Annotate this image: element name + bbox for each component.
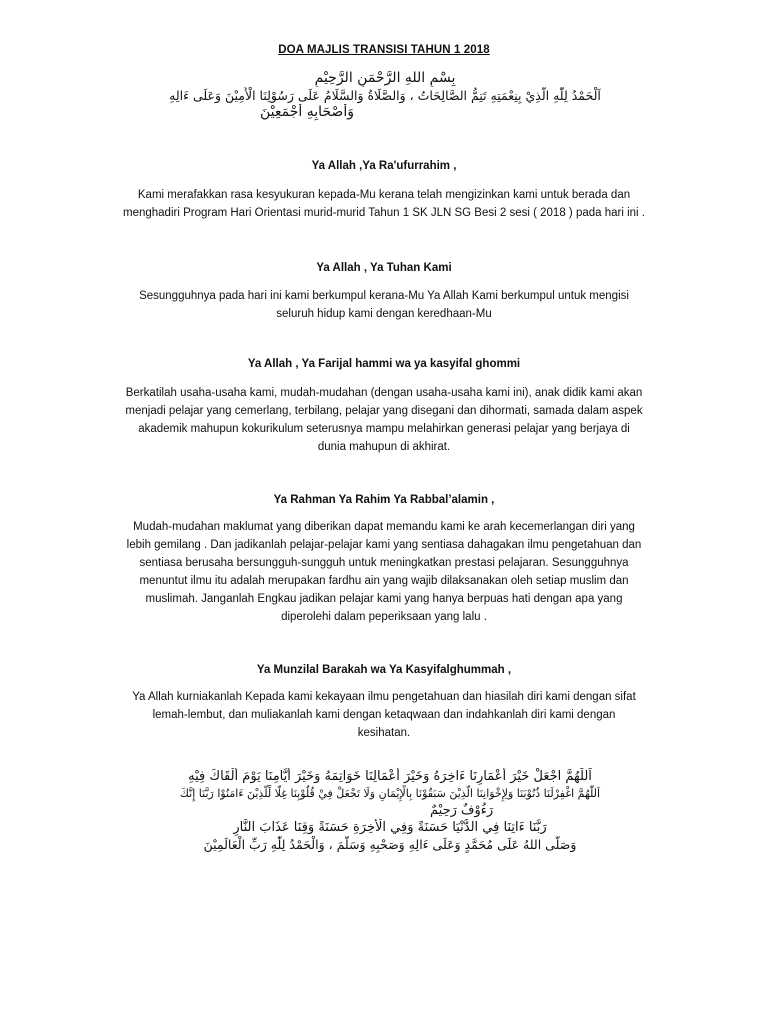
paragraph-line: lemah-lembut, dan muliakanlah kami dengan ketaqwaan dan indahkanlah diri kami dengan [152,709,616,721]
section-heading: Ya Allah , Ya Tuhan Kami [316,262,452,274]
section-heading: Ya Allah ,Ya Ra'ufurrahim , [311,160,457,172]
paragraph-line: Sesungguhnya pada hari ini kami berkumpul kerana-Mu Ya Allah Kami berkumpul untuk mengisi [139,290,629,302]
paragraph-line: akademik mahupun kokurikulum seterusnya mampu melahirkan generasi pelajar yang berjaya di [138,423,630,435]
section-heading: Ya Rahman Ya Rahim Ya Rabbal’alamin , [273,494,495,506]
paragraph-line: Kami merafakkan rasa kesyukuran kepada-Mu kerana telah mengizinkan kami untuk berada dan [137,189,631,201]
paragraph-line: lebih gemilang . Dan jadikanlah pelajar-pelajar kami yang sentiasa dahagakan ilmu pengetahuan dan [126,539,642,551]
paragraph-line: muslimah. Janganlah Engkau jadikan pelajar kami yang hanya berpuas hati dengan apa yang [145,593,623,605]
arabic-line: اَلْحَمْدُ لِلّٰهِ الَّذِيْ بِنِعْمَتِهِ تَتِمُّ الصَّالِحَاتُ ، وَالصَّلَاةُ وَالسَّلَامُ عَلَى رَسُوْلِنَا الْأَمِيْنَ وَعَلَى ءَالِهِ [169,88,601,103]
arabic-line: بِسْمِ اللهِ الرَّحْمَنِ الرَّحِيْمِ [314,70,456,86]
section-heading: Ya Munzilal Barakah wa Ya Kasyifalghummah , [256,664,512,676]
arabic-line: اَللّٰهُمَّ اغْفِرْلَنَا ذُنُوْبَنَا وَلِإِخْوَانِنَا الَّذِيْنَ سَبَقُوْنَا بِالْإِيْمَانِ وَلَا تَجْعَلْ فِيْ قُلُوْبِنَا غِلًّا لِّلَّذِيْنَ ءَامَنُوْا رَبَّنَا إِنَّكَ [179,787,601,800]
arabic-line: اَللّٰهُمَّ اجْعَلْ خَيْرَ أَعْمَارِنَا ءَاخِرَهُ وَخَيْرَ أَعْمَالِنَا خَوَاتِمَهُ وَخَيْرَ أَيَّامِنَا يَوْمَ أَلْقَاكَ فِيْهِ [188,769,592,784]
paragraph-line: Berkatilah usaha-usaha kami, mudah-mudahan (dengan usaha-usaha kami ini), anak didik kami akan [125,387,643,399]
document-title: DOA MAJLIS TRANSISI TAHUN 1 2018 [278,44,490,56]
paragraph-line: sentiasa berusaha bersungguh-sungguh untuk meningkatkan prestasi pelajaran. Sesungguhnya [139,557,629,569]
arabic-line: وَصَلَّى اللهُ عَلَى مُحَمَّدٍ وَعَلَى ءَالِهِ وَصَحْبِهِ وَسَلَّمَ ، وَالْحَمْدُ لِلّٰهِ رَبِّ الْعَالَمِيْنَ [203,837,577,852]
paragraph-line: kesihatan. [357,727,411,739]
paragraph-line: dunia mahupun di akhirat. [317,441,451,453]
section-paragraph [88,186,680,222]
paragraph-line: menjadi pelajar yang cemerlang, terbilang, pelajar yang disegani dan dihormati, samada dalam aspek [125,405,643,417]
opening-arabic-prayer [80,70,690,121]
section-paragraph [88,287,680,323]
closing-arabic-prayer [90,768,690,853]
arabic-line: وَأَصْحَابِهِ أَجْمَعِيْنَ [260,104,354,120]
paragraph-line: seluruh hidup kami dengan keredhaan-Mu [276,308,492,320]
paragraph-line: Ya Allah kurniakanlah Kepada kami kekayaan ilmu pengetahuan dan hiasilah diri kami dengan sifat [132,691,636,703]
paragraph-line: menghadiri Program Hari Orientasi murid-murid Tahun 1 SK JLN SG Besi 2 sesi ( 2018 ) pada hari ini . [123,207,645,219]
section-paragraph [88,518,680,626]
paragraph-line: Mudah-mudahan maklumat yang diberikan dapat memandu kami ke arah kecemerlangan diri yang [133,521,635,533]
paragraph-line: menuntut ilmu itu adalah merupakan fardhu ain yang wajib dilaksanakan oleh setiap muslim dan [139,575,629,587]
paragraph-line: diperolehi dalam peperiksaan yang lalu . [281,611,487,623]
arabic-line: رَءُوْفٌ رَحِيْمٌ [430,803,494,818]
section-paragraph [88,688,680,742]
section-paragraph [88,384,680,456]
section-heading: Ya Allah , Ya Farijal hammi wa ya kasyifal ghommi [247,358,521,370]
arabic-line: رَبَّنَا ءَاتِنَا فِي الدُّنْيَا حَسَنَةً وَفِي الْأَخِرَةِ حَسَنَةً وَقِنَا عَذَابَ النَّارِ [233,820,547,835]
